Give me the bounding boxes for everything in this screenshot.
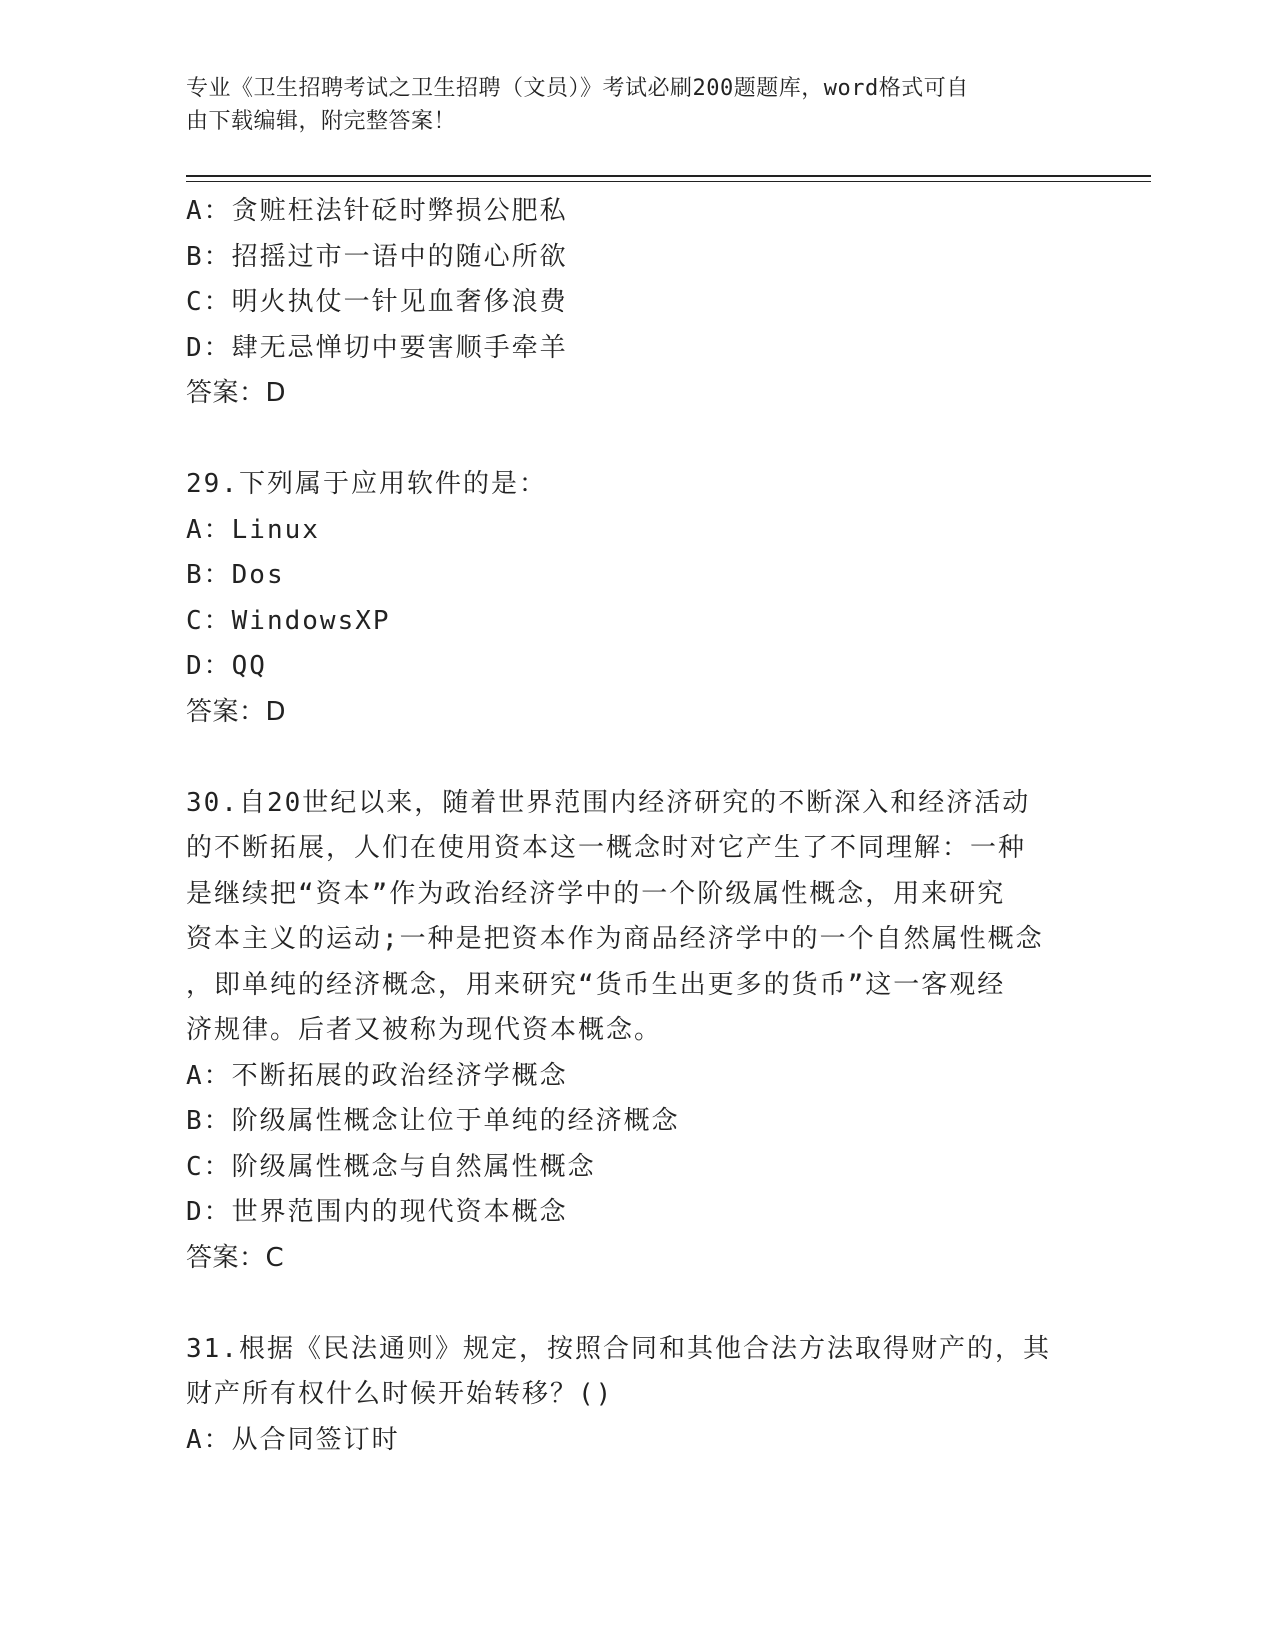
spacer xyxy=(186,417,1086,463)
option-a: A：贪赃枉法针砭时弊损公肥私 xyxy=(186,196,568,226)
header-divider-thick xyxy=(186,175,1151,177)
question-text-line-5: ，即单纯的经济概念，用来研究“货币生出更多的货币”这一客观经 xyxy=(186,969,1006,1000)
answer-line: 答案：C xyxy=(186,1242,285,1273)
option-b: B：Dos xyxy=(186,560,285,590)
option-b: B：招摇过市一语中的随心所欲 xyxy=(186,241,568,272)
question-29 xyxy=(186,462,1086,735)
spacer xyxy=(186,735,1086,781)
question-text-line-4: 资本主义的运动;一种是把资本作为商品经济学中的一个自然属性概念 xyxy=(186,924,1044,954)
option-d: D：QQ xyxy=(186,651,267,681)
spacer xyxy=(186,1281,1086,1327)
option-d: D：肆无忌惮切中要害顺手牵羊 xyxy=(186,332,568,363)
question-text-line-3: 是继续把“资本”作为政治经济学中的一个阶级属性概念，用来研究 xyxy=(186,878,1006,909)
question-text-line-1: 30.自20世纪以来，随着世界范围内经济研究的不断深入和经济活动 xyxy=(186,787,1031,818)
option-c: C：WindowsXP xyxy=(186,605,391,636)
document-header xyxy=(186,72,1066,138)
question-28 xyxy=(186,189,1086,417)
option-b: B：阶级属性概念让位于单纯的经济概念 xyxy=(186,1106,680,1136)
option-d: D：世界范围内的现代资本概念 xyxy=(186,1197,568,1227)
header-line-2: 由下载编辑，附完整答案！ xyxy=(186,109,457,134)
question-content xyxy=(186,189,1086,1463)
option-a: A：Linux xyxy=(186,514,320,545)
option-c: C：阶级属性概念与自然属性概念 xyxy=(186,1151,596,1182)
question-text-line-6: 济规律。后者又被称为现代资本概念。 xyxy=(186,1015,663,1045)
header-divider-thin xyxy=(186,181,1151,182)
question-31 xyxy=(186,1327,1086,1464)
answer-line: 答案：D xyxy=(186,696,287,727)
question-text: 29.下列属于应用软件的是： xyxy=(186,469,547,499)
answer-line: 答案：D xyxy=(186,378,287,408)
question-text-line-2: 财产所有权什么时候开始转移？() xyxy=(186,1379,614,1409)
question-30 xyxy=(186,781,1086,1282)
question-text-line-1: 31.根据《民法通则》规定，按照合同和其他合法方法取得财产的，其 xyxy=(186,1333,1051,1364)
header-line-1: 专业《卫生招聘考试之卫生招聘（文员）》考试必刷200题题库，word格式可自 xyxy=(186,76,969,101)
question-text-line-2: 的不断拓展，人们在使用资本这一概念时对它产生了不同理解：一种 xyxy=(186,833,1027,863)
option-c: C：明火执仗一针见血奢侈浪费 xyxy=(186,287,568,317)
option-a: A：不断拓展的政治经济学概念 xyxy=(186,1060,568,1091)
option-a: A：从合同签订时 xyxy=(186,1424,400,1455)
